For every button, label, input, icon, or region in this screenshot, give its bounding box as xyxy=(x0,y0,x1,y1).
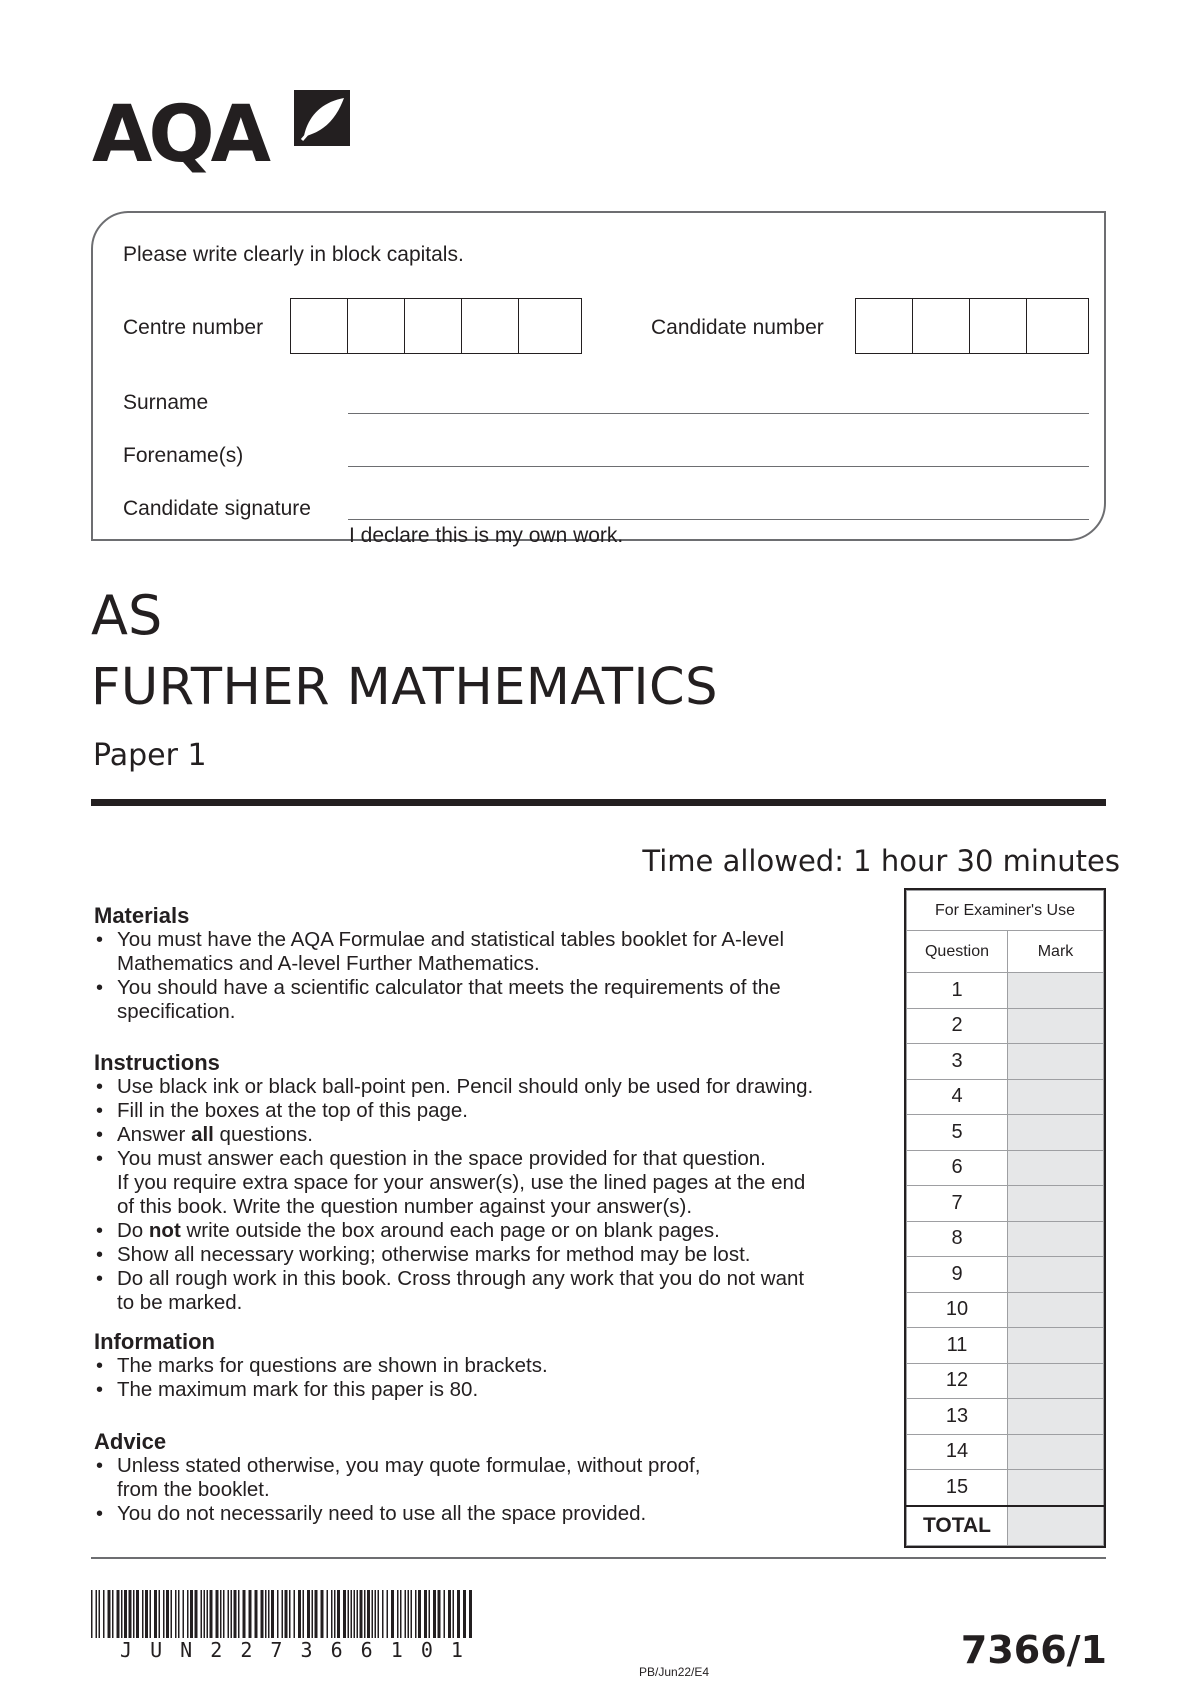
mark-cell xyxy=(1008,1221,1104,1257)
list-item: • The maximum mark for this paper is 80. xyxy=(96,1378,479,1401)
mark-cell xyxy=(1008,1008,1104,1044)
mark-cell xyxy=(1008,1470,1104,1506)
table-row xyxy=(907,1150,1104,1186)
mark-cell xyxy=(1008,1079,1104,1115)
examiner-use-table xyxy=(904,888,1106,1548)
mark-cell xyxy=(1008,1044,1104,1080)
question-number-cell: 4 xyxy=(907,1079,1008,1115)
mark-cell xyxy=(1008,1292,1104,1328)
document-reference: PB/Jun22/E4 xyxy=(639,1665,710,1679)
aqa-logo xyxy=(92,88,362,183)
signature-label: Candidate signature xyxy=(123,497,311,520)
information-section xyxy=(94,1329,904,1402)
surname-field[interactable] xyxy=(348,413,1089,414)
materials-heading: Materials xyxy=(94,903,190,928)
table-row xyxy=(907,1328,1104,1364)
question-number-cell: 3 xyxy=(907,1044,1008,1080)
instructions-section xyxy=(94,1050,904,1315)
table-row xyxy=(907,1257,1104,1293)
mark-cell xyxy=(1008,1363,1104,1399)
question-number-cell: 10 xyxy=(907,1292,1008,1328)
forename-field[interactable] xyxy=(348,466,1089,467)
mark-cell xyxy=(1008,1150,1104,1186)
list-item: • You must have the AQA Formulae and statistical tables booklet for A-level Mathematics and A-level Further Mathematics. xyxy=(96,928,785,975)
advice-heading: Advice xyxy=(94,1429,167,1454)
table-row xyxy=(907,1363,1104,1399)
candidate-number-digit[interactable] xyxy=(1027,299,1084,353)
total-mark-cell xyxy=(1008,1506,1104,1546)
footer-divider xyxy=(91,1557,1106,1559)
mark-cell xyxy=(1008,1434,1104,1470)
table-row xyxy=(907,1044,1104,1080)
centre-number-digit[interactable] xyxy=(519,299,576,353)
question-column-header: Question xyxy=(907,931,1008,973)
examiner-table-title: For Examiner's Use xyxy=(907,891,1104,931)
centre-number-digit[interactable] xyxy=(291,299,348,353)
question-number-cell: 13 xyxy=(907,1399,1008,1435)
materials-section xyxy=(94,903,904,1024)
table-row xyxy=(907,1079,1104,1115)
centre-number-digit[interactable] xyxy=(405,299,462,353)
signature-field[interactable] xyxy=(348,519,1089,520)
question-number-cell: 9 xyxy=(907,1257,1008,1293)
question-number-cell: 15 xyxy=(907,1470,1008,1506)
surname-label: Surname xyxy=(123,391,209,414)
question-number-cell: 12 xyxy=(907,1363,1008,1399)
paper-title: Paper 1 xyxy=(93,738,207,773)
table-row xyxy=(907,1008,1104,1044)
question-number-cell: 8 xyxy=(907,1221,1008,1257)
question-number-cell: 14 xyxy=(907,1434,1008,1470)
declaration-text: I declare this is my own work. xyxy=(349,524,624,547)
list-item: • Do not write outside the box around each page or on blank pages. xyxy=(96,1219,720,1242)
list-item: • Use black ink or black ball-point pen. Pencil should only be used for drawing. xyxy=(96,1075,814,1098)
table-row xyxy=(907,1399,1104,1435)
candidate-number-boxes[interactable] xyxy=(855,298,1089,354)
advice-section xyxy=(94,1429,904,1526)
information-heading: Information xyxy=(94,1329,215,1354)
table-row xyxy=(907,1434,1104,1470)
centre-number-digit[interactable] xyxy=(348,299,405,353)
question-number-cell: 6 xyxy=(907,1150,1008,1186)
table-row xyxy=(907,1115,1104,1151)
candidate-number-label: Candidate number xyxy=(651,316,824,339)
qualification-level: AS xyxy=(91,584,163,647)
centre-number-label: Centre number xyxy=(123,316,264,339)
instructions-heading: Instructions xyxy=(94,1050,220,1075)
paper-code: 7366/1 xyxy=(960,1628,1107,1672)
list-item: • Answer all questions. xyxy=(96,1123,314,1146)
leaf-icon xyxy=(294,90,354,150)
table-row xyxy=(907,1186,1104,1222)
mark-cell xyxy=(1008,1115,1104,1151)
barcode xyxy=(91,1590,474,1638)
question-number-cell: 5 xyxy=(907,1115,1008,1151)
list-item: • Unless stated otherwise, you may quote formulae, without proof, from the booklet. xyxy=(96,1454,701,1501)
mark-cell xyxy=(1008,1186,1104,1222)
mark-cell xyxy=(1008,1257,1104,1293)
mark-cell xyxy=(1008,1399,1104,1435)
logo-text: AQA xyxy=(92,90,268,180)
candidate-number-digit[interactable] xyxy=(856,299,913,353)
list-item: • Do all rough work in this book. Cross through any work that you do not want to be marked. xyxy=(96,1267,805,1314)
list-item: • Fill in the boxes at the top of this page. xyxy=(96,1099,468,1122)
candidate-number-digit[interactable] xyxy=(913,299,970,353)
table-row xyxy=(907,1470,1104,1506)
mark-column-header: Mark xyxy=(1008,931,1104,973)
forename-label: Forename(s) xyxy=(123,444,244,467)
subject-title: FURTHER MATHEMATICS xyxy=(91,658,719,717)
question-number-cell: 7 xyxy=(907,1186,1008,1222)
barcode-text: J U N 2 2 7 3 6 6 1 0 1 xyxy=(120,1638,466,1662)
table-row xyxy=(907,973,1104,1009)
time-allowed: Time allowed: 1 hour 30 minutes xyxy=(642,844,1120,878)
centre-number-boxes[interactable] xyxy=(290,298,582,354)
table-row xyxy=(907,1221,1104,1257)
list-item: • You must answer each question in the space provided for that question. If you require extra space for your answer(s), use the lined pages at the end of this book. Write the question number against your answer(s). xyxy=(96,1147,806,1218)
question-number-cell: 11 xyxy=(907,1328,1008,1364)
total-label: TOTAL xyxy=(907,1506,1008,1546)
candidate-number-digit[interactable] xyxy=(970,299,1027,353)
list-item: • You do not necessarily need to use all the space provided. xyxy=(96,1502,647,1525)
block-capitals-instruction: Please write clearly in block capitals. xyxy=(123,243,464,266)
question-number-cell: 2 xyxy=(907,1008,1008,1044)
table-row xyxy=(907,1292,1104,1328)
centre-number-digit[interactable] xyxy=(462,299,519,353)
question-number-cell: 1 xyxy=(907,973,1008,1009)
list-item: • You should have a scientific calculator that meets the requirements of the specification. xyxy=(96,976,781,1023)
mark-cell xyxy=(1008,973,1104,1009)
mark-cell xyxy=(1008,1328,1104,1364)
list-item: • The marks for questions are shown in brackets. xyxy=(96,1354,548,1377)
list-item: • Show all necessary working; otherwise marks for method may be lost. xyxy=(96,1243,751,1266)
title-divider xyxy=(91,799,1106,806)
